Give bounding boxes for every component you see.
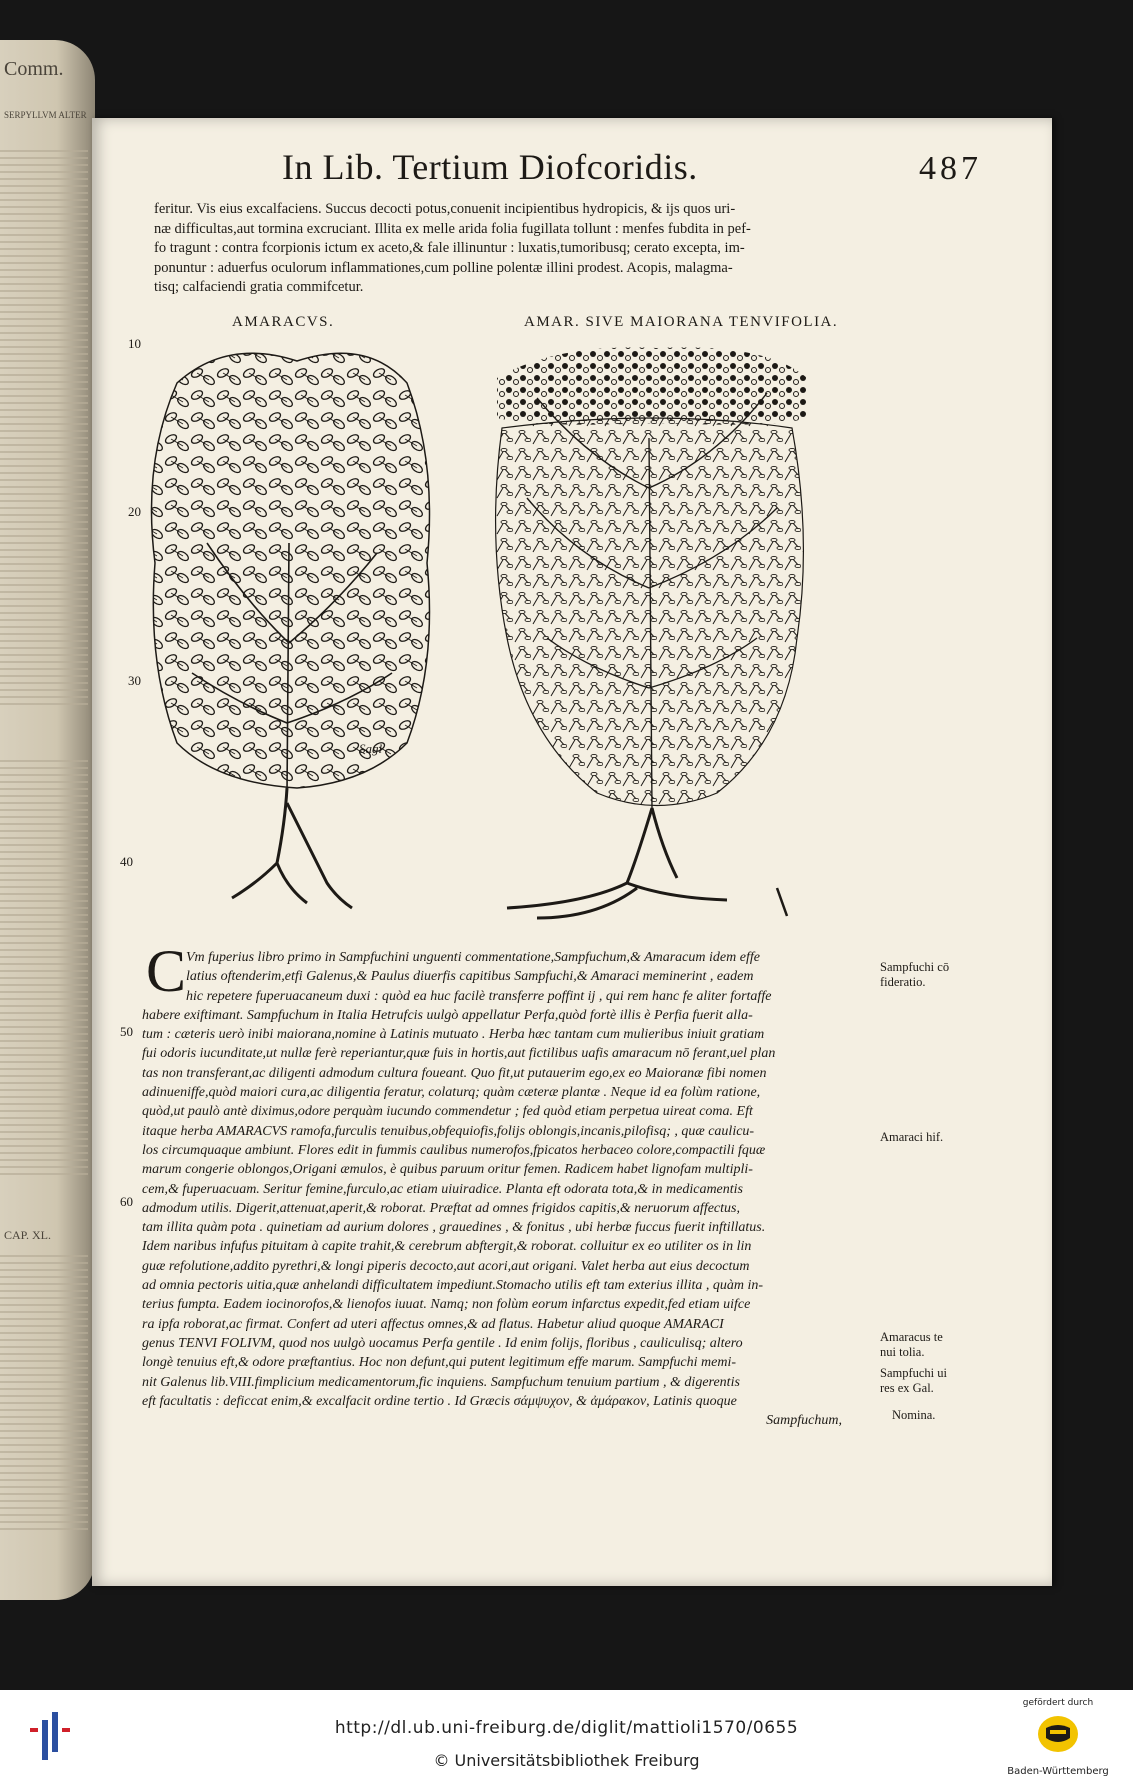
sponsor-name: Baden-Württemberg (1007, 1766, 1109, 1777)
margin-note (892, 1408, 982, 1423)
text-line: marum congerie oblongos,Origani æmulos, è quibus paruum oritur femen. Radicem habet lignofam multipli- (142, 1162, 753, 1178)
text-line: næ difficultas,aut tormina excruciant. Illita ex melle arida folia fugillata tollunt : menfes fubdita in pef- (154, 220, 751, 237)
previous-page-text-2 (0, 1255, 88, 1535)
line-number: 10 (128, 336, 141, 351)
margin-note-line: Amaracus te (880, 1330, 943, 1344)
text-line: ad omnia pectoris uitia,quæ anhelandi difficultatem impediunt.Stomacho utilis eft tam exterius illita , quàm in- (142, 1278, 764, 1294)
text-line: ponuntur : aduerfus oculorum inflammationes,cum polline polentæ illini prodest. Acopis, malagma- (154, 259, 733, 276)
text-line: feritur. Vis eius excalfaciens. Succus decocti potus,conuenit incipientibus hydropicis, & ijs quos uri- (154, 201, 736, 217)
text-line: longè tenuius eft,& odore præftantius. Hoc non defunt,qui putent legitimum effe marum. Sampfuchi memi- (142, 1355, 737, 1371)
text-line: guæ refolutione,addito pyrethri,& longi piperis decocto,aut acori,aut origani. Valet herba aut eius decoctum (142, 1258, 750, 1274)
line-number: 20 (128, 504, 141, 519)
margin-note (880, 1330, 970, 1360)
text-line: tisq; calfaciendi gratia commifcetur. (154, 279, 364, 295)
margin-note-line: fideratio. (880, 975, 926, 989)
figure-caption-left: AMARACVS. (232, 314, 335, 330)
page-number: 487 (919, 150, 982, 187)
amaracus-woodcut (137, 343, 442, 918)
text-line: tam illita quàm pota . quinetiam ad aurium dolores , grauedines , & fonitus , ubi herbæ fuccus fuerit inftillatus. (142, 1220, 766, 1236)
text-line: los circumquaque ambiunt. Flores edit in fummis caulibus numerofos,fpicatos herbaceo colore,compactili fquæ (142, 1142, 766, 1158)
previous-page-text (0, 760, 88, 1180)
text-line: quòd,ut paulò antè diximus,odore perquàm iucundo commendetur ; fed quòd etiam perpetua uireat coma. Eft (142, 1104, 753, 1120)
line-number: 60 (120, 1194, 133, 1209)
book-page (92, 118, 1052, 1586)
previous-page-caption: SERPYLLVM ALTER (4, 110, 87, 120)
margin-note (880, 960, 970, 990)
previous-page-edge (0, 40, 95, 1600)
previous-page-header: Comm. (4, 58, 64, 80)
text-line: Idem naribus infufus pituitam à capite trahit,& cerebrum abftergit,& roborat. colluitur ex eo utiliter os in lin (142, 1239, 752, 1255)
permalink-url[interactable]: http://dl.ub.uni-freiburg.de/diglit/mattioli1570/0655 (334, 1718, 799, 1738)
line-number: 40 (120, 854, 133, 869)
previous-page-chapter: CAP. XL. (4, 1228, 52, 1242)
text-line: nit Galenus lib.VIII.fimplicium medicamentorum,fic inquiens. Sampfuchum tenuium partium , & digerentis (142, 1374, 740, 1390)
catchword: Sampfuchum, (766, 1413, 842, 1429)
text-line: hic repetere fuperuacaneum duxi : quòd ea huc facilè transferre poffint ij , qui rem hanc fe aliter fortaffe (186, 988, 772, 1004)
sponsor-block (988, 1698, 1128, 1778)
text-line: eft facultatis : deficcat enim,& excalfacit ordine tertio . Id Græcis σάμψυχον, & ἀμάρακον, Latinis quoque (142, 1393, 737, 1409)
text-line: tas non transferant,ac diligenti admodum cultura foueant. Quo fit,ut putauerim ego,ex eo Maioranæ fibi nomen (142, 1065, 767, 1081)
text-line: ra ipfa roborat,ac firmat. Confert ad uteri affectus omnes,& ad flatus. Habetur aliud quoque AMARACI (142, 1316, 724, 1332)
text-line: latius oftenderim,etfi Galenus,& Paulus diuerfis capitibus Sampfuchi,& Amaraci meminerint , eadem (186, 969, 754, 985)
margin-note (880, 1130, 970, 1145)
drop-cap: C (146, 938, 187, 1004)
artist-mark: Sagl (359, 741, 383, 756)
text-line: genus TENVI FOLIVM, quod nos uulgò uocamus Perfa gentile . Id enim folijs, floribus , cauliculisq; altero (142, 1335, 743, 1351)
line-number: 30 (128, 673, 141, 688)
text-line: fui odoris iucunditate,ut nullæ ferè reperiantur,quæ fuis in hortis,aut fictilibus uafis amaracum nō ferant,uel plan (142, 1046, 776, 1062)
text-line: Vm fuperius libro primo in Sampfuchini unguenti commentatione,Sampfuchum,& Amaracum idem effe (186, 950, 760, 965)
text-line: terius fumpta. Eadem iocinorofos,& lienofos iuuat. Namq; non folùm eorum infarctus expedit,fed etiam uifce (142, 1297, 751, 1313)
text-line: adinueniffe,quòd maiori cura,ac diligentia feratur, colaturq; quàm cæteræ plantæ . Neque id ea folùm ratione, (142, 1085, 761, 1101)
margin-note-line: Sampfuchi ui (880, 1366, 948, 1380)
sponsor-label: gefördert durch (1022, 1698, 1094, 1708)
text-line: fo tragunt : contra fcorpionis ictum ex aceto,& fale illinuntur : luxatis,tumoribusq; cerato excepta, im- (154, 240, 745, 256)
margin-note-line: Nomina. (892, 1408, 936, 1422)
line-number: 50 (120, 1024, 133, 1039)
viewer-footer (0, 1690, 1133, 1780)
text-line: cem,& fuperuacuam. Seritur femine,furculo,ac etiam uiuiradice. Planta eft odorata tota,& in medicamentis (142, 1181, 743, 1197)
previous-page-illustration (0, 150, 88, 710)
maiorana-woodcut (477, 338, 837, 923)
state-crest-icon (1036, 1712, 1080, 1756)
figure-caption-right: AMAR. SIVE MAIORANA TENVIFOLIA. (524, 314, 839, 330)
margin-note-line: nui tolia. (880, 1345, 925, 1359)
running-head: In Lib. Tertium Diofcoridis. (282, 147, 698, 187)
text-line: tum : cæteris uerò inibi maiorana,nomine à Latinis mutuato . Herba hæc tantam cum mulieribus iniuit gratiam (142, 1027, 765, 1043)
copyright-notice: © Universitätsbibliothek Freiburg (433, 1751, 700, 1770)
commentary-text (142, 948, 842, 1430)
text-line: habere exiftimant. Sampfuchum in Italia Hetrufcis uulgò appellatur Perfa,quòd fortè illis è Perfia fuerit alla- (142, 1007, 753, 1023)
text-line: itaque herba AMARACVS ramofa,furculis tenuibus,obfequiofis,folijs oblongis,incanis,pilofisq; , quæ caulicu- (142, 1123, 755, 1139)
margin-note-line: Amaraci hif. (880, 1130, 944, 1144)
margin-note-line: Sampfuchi cō (880, 960, 950, 974)
margin-note-line: res ex Gal. (880, 1381, 934, 1395)
top-paragraph (154, 200, 982, 298)
margin-note (880, 1366, 970, 1396)
text-line: admodum utilis. Digerit,attenuat,aperit,& roborat. Præftat ad omnes frigidos capitis,& neruorum affectus, (142, 1200, 740, 1216)
